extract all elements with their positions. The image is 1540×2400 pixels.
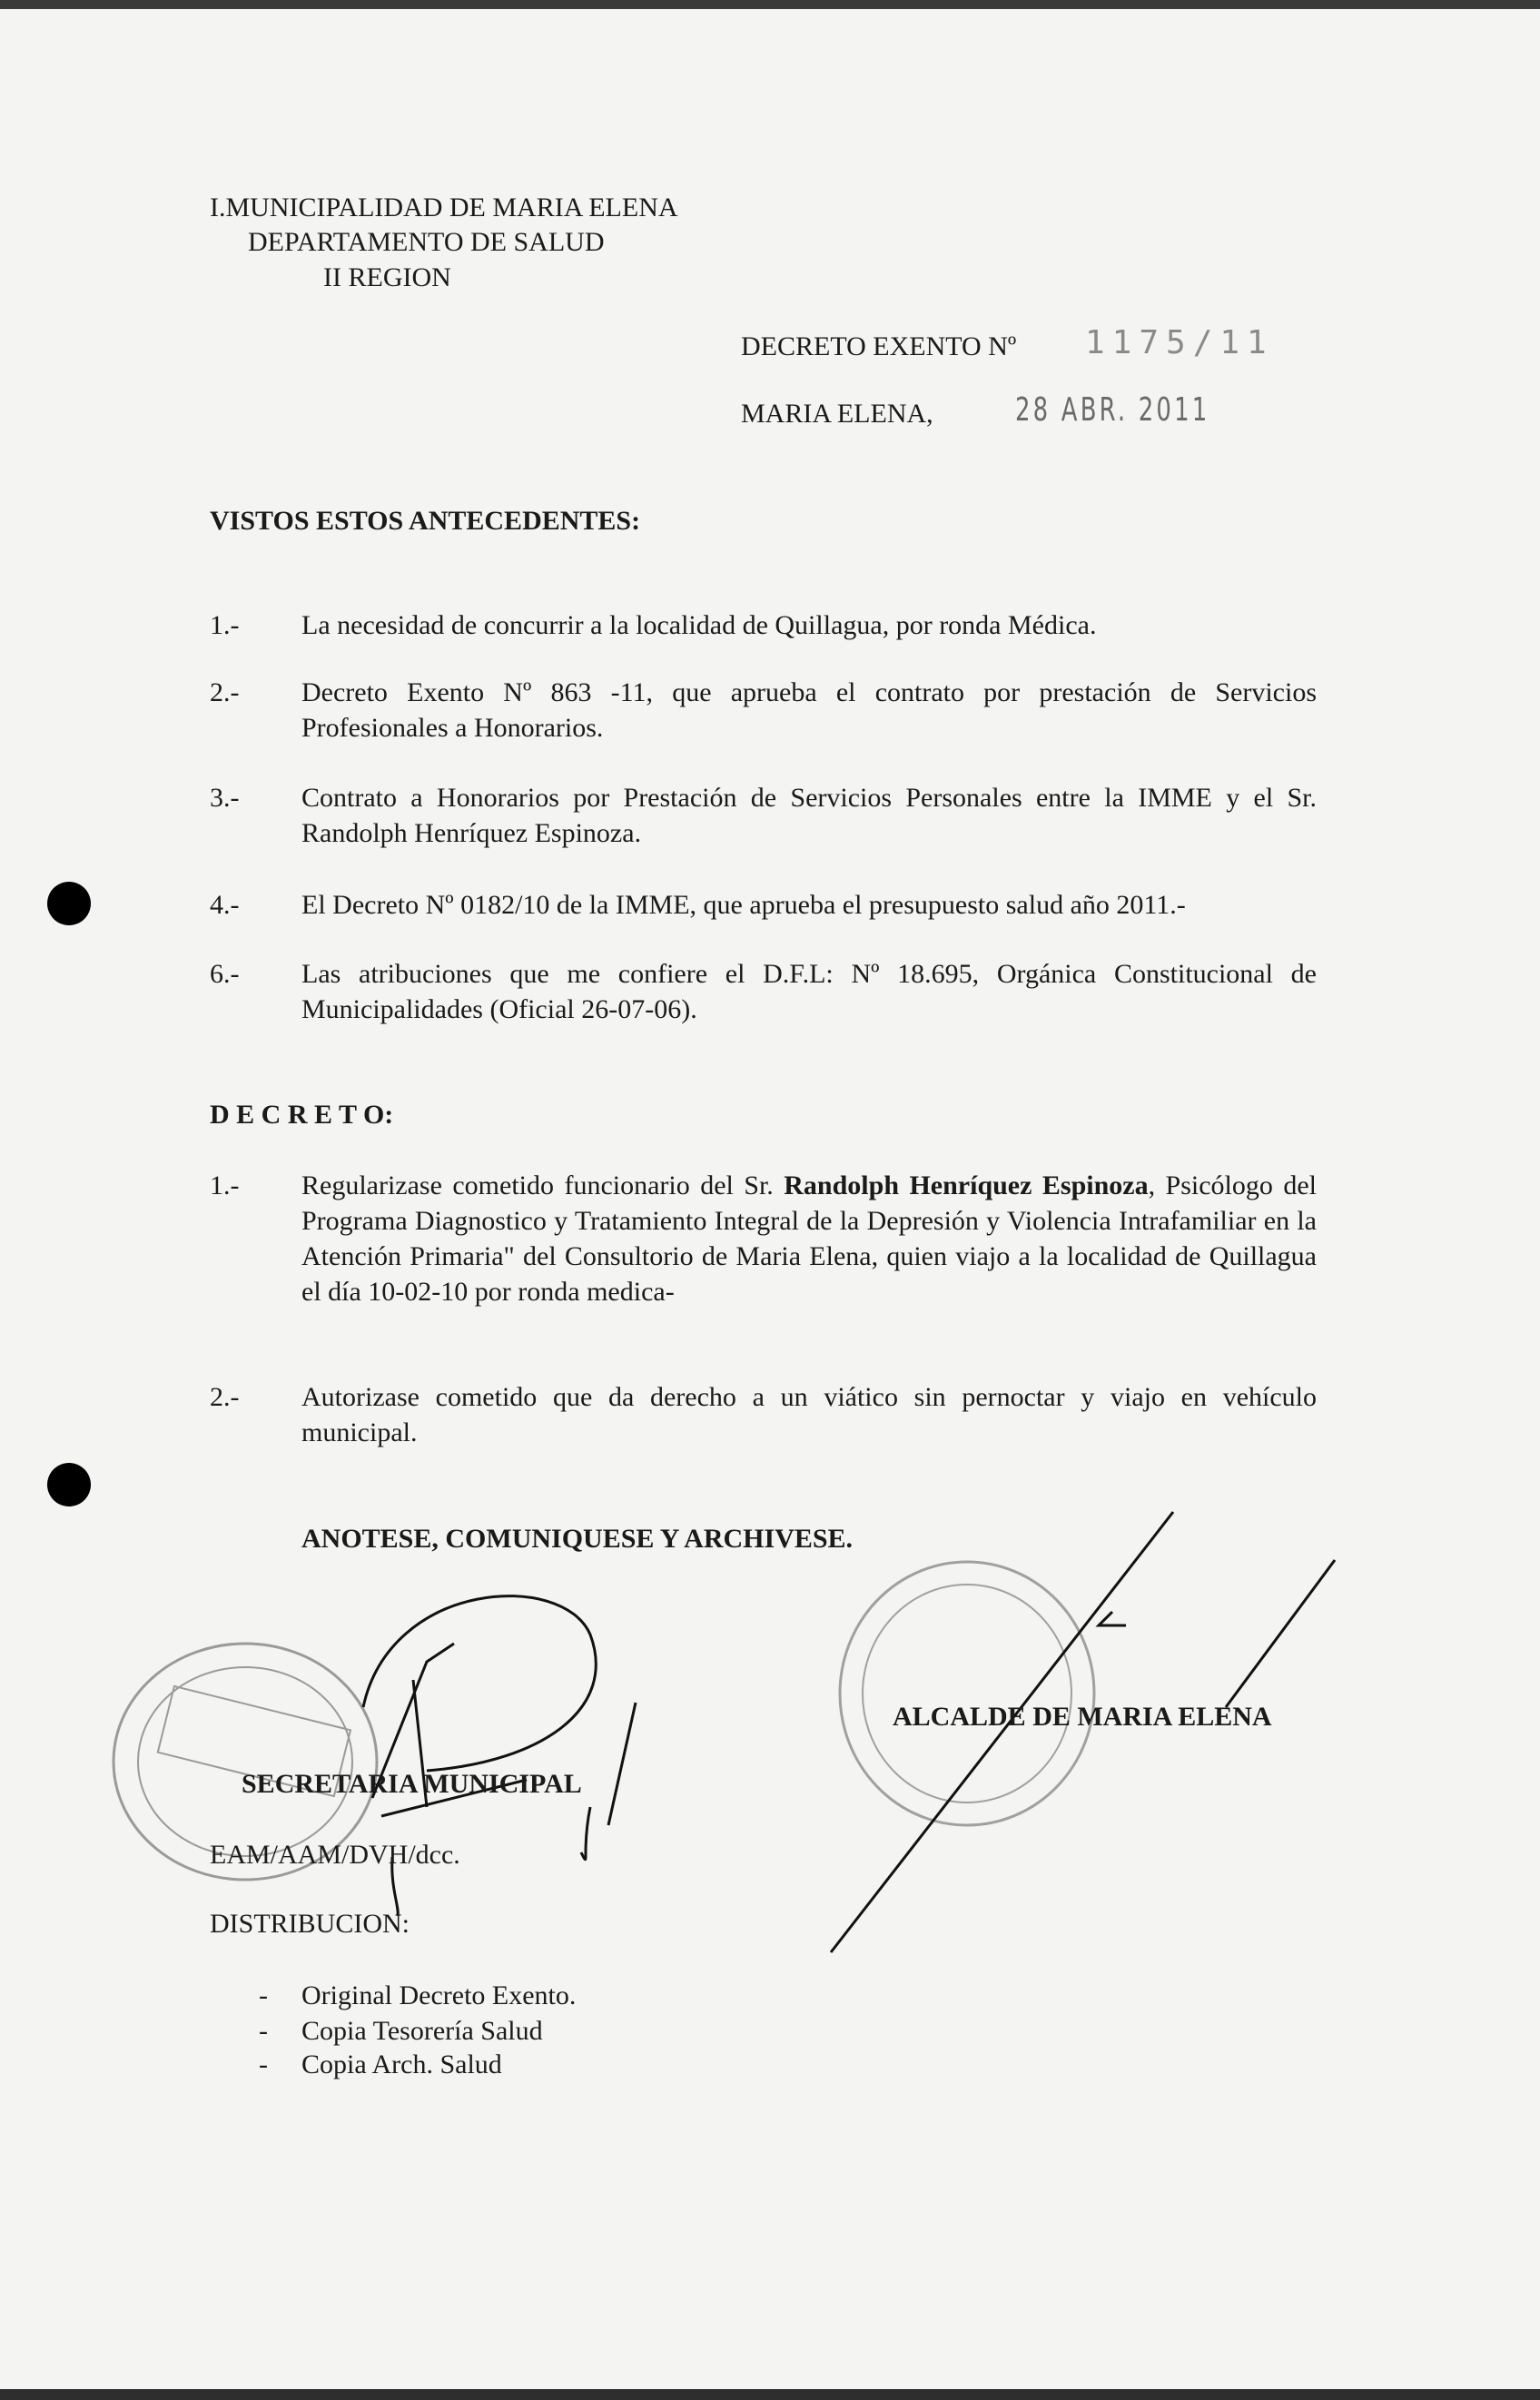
closing-formula: ANOTESE, COMUNIQUESE Y ARCHIVESE. [301, 1524, 854, 1554]
list-item: Original Decreto Exento. [301, 1980, 577, 2010]
list-bullet: - [259, 2049, 268, 2079]
decreto-heading: D E C R E T O: [210, 1100, 394, 1130]
item-number: 2.- [210, 677, 240, 707]
item-number: 1.- [210, 610, 240, 640]
item-text: Decreto Exento Nº 863 -11, que aprueba el contrato por prestación de Servicios Profesionales a Honorarios. [301, 677, 1317, 743]
item-text: El Decreto Nº 0182/10 de la IMME, que aprueba el presupuesto salud año 2011.- [301, 890, 1186, 920]
distribution-heading: DISTRIBUCION: [210, 1909, 410, 1939]
item-number: 4.- [210, 890, 240, 920]
list-bullet: - [259, 2016, 268, 2046]
list-bullet: - [259, 1980, 268, 2010]
person-name: Randolph Henríquez Espinoza [784, 1170, 1149, 1200]
item-number: 1.- [210, 1170, 240, 1200]
vistos-heading: VISTOS ESTOS ANTECEDENTES: [210, 506, 641, 536]
item-text: La necesidad de concurrir a la localidad de Quillagua, por ronda Médica. [301, 610, 1097, 640]
text-segment: Regularizase cometido funcionario del Sr. [301, 1170, 785, 1200]
decreto-item-text: Autorizase cometido que da derecho a un viático sin pernoctar y viajo en vehículo municipal. [301, 1382, 1317, 1447]
list-item: Copia Arch. Salud [301, 2049, 502, 2079]
item-number: 6.- [210, 959, 240, 989]
item-number: 3.- [210, 783, 240, 813]
list-item: Copia Tesorería Salud [301, 2016, 543, 2046]
initials: EAM/AAM/DVH/dcc. [210, 1840, 460, 1870]
decree-number-label: DECRETO EXENTO Nº [741, 331, 1017, 361]
place-label: MARIA ELENA, [741, 399, 933, 429]
header-department: DEPARTAMENTO DE SALUD [248, 227, 605, 257]
item-number: 2.- [210, 1382, 240, 1412]
right-seal-stamp [840, 1562, 1094, 1825]
header-municipality: I.MUNICIPALIDAD DE MARIA ELENA [210, 193, 678, 222]
item-text: Las atribuciones que me confiere el D.F.L: Nº 18.695, Orgánica Constitucional de Municipalidades (Oficial 26-07-06). [301, 959, 1317, 1024]
item-text: Contrato a Honorarios por Prestación de Servicios Personales entre la IMME y el Sr. Randolph Henríquez Espinoza. [301, 783, 1317, 848]
text-segment: , Psicólogo del Programa Diagnostico y Tratamiento Integral de la Depresión y Violencia Intrafamiliar en la Atención Primaria" del Consultorio de Maria Elena, quien viajo a la localidad de Quillagua el día 10-02-10 por ronda medica- [301, 1170, 1317, 1307]
secretary-signature-label: SECRETARIA MUNICIPAL [242, 1769, 582, 1799]
mayor-signature-label: ALCALDE DE MARIA ELENA [893, 1702, 1272, 1732]
decree-number-stamp: 1175/11 [1085, 324, 1274, 361]
header-region: II REGION [323, 262, 451, 292]
date-stamp: 28 ABR. 2011 [1015, 391, 1210, 429]
